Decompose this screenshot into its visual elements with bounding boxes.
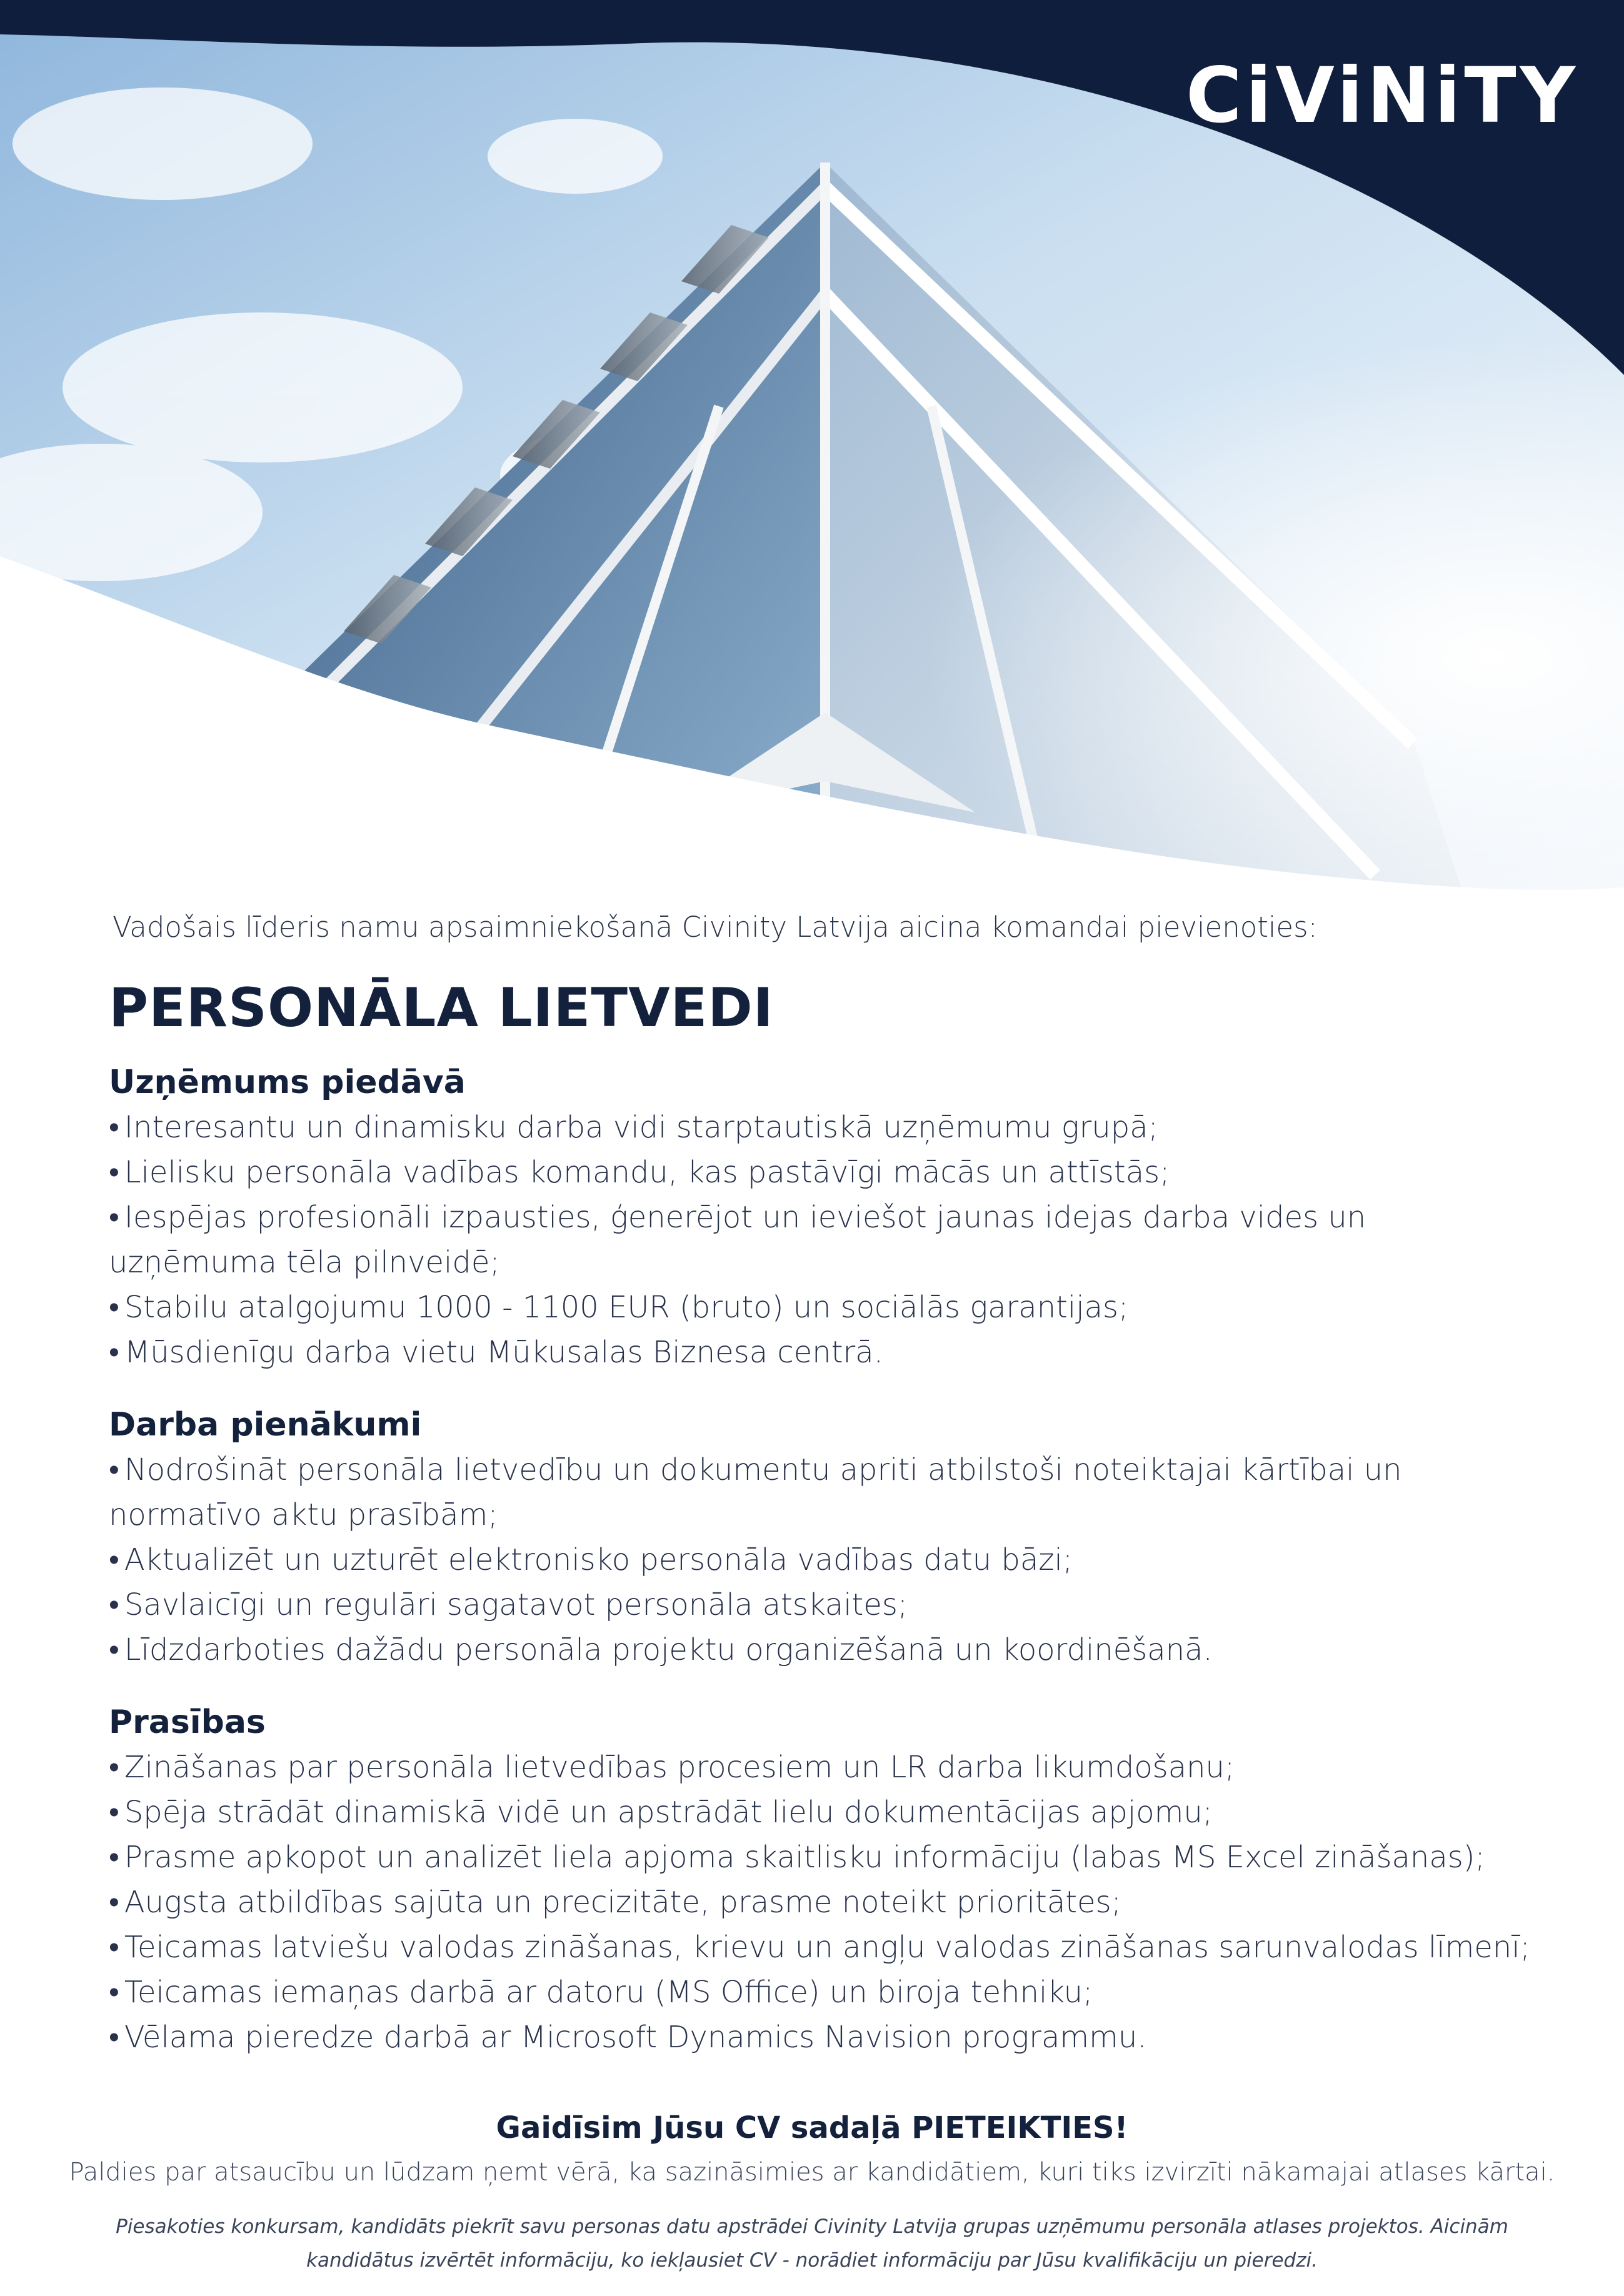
apply-call-to-action: Gaidīsim Jūsu CV sadaļā PIETEIKTIES! [496,2110,1128,2145]
section-offer [109,1060,1534,1375]
list-item: • Līdzdarboties dažādu personāla projektu organizēšanā un koordinēšanā. [109,1632,1213,1667]
list-item: • Interesantu un dinamisku darba vidi starptautiskā uzņēmumu grupā; [109,1110,1158,1145]
list-item: • Nodrošināt personāla lietvedību un dokumentu apriti atbilstoši noteiktajai kārtībai un normatīvo aktu prasībām; [109,1452,1402,1532]
duties-list [109,1447,1534,1672]
list-item: • Stabilu atalgojumu 1000 - 1100 EUR (bruto) un sociālās garantijas; [109,1290,1129,1325]
list-item: • Augsta atbildības sajūta un precizitāte, prasme noteikt prioritātes; [109,1885,1121,1920]
privacy-disclaimer: Piesakoties konkursam, kandidāts piekrīt savu personas datu apstrādei Civinity Latvija grupas uzņēmumu personāla atlases projektos. Aicinām kandidātus izvērtēt informāciju, ko iekļausiet CV - norādiet informāciju par Jūsu kvalifikāciju un pieredzi. [116,2215,1508,2272]
list-item: • Vēlama pieredze darbā ar Microsoft Dynamics Navision programmu. [109,2020,1147,2055]
section-title-requirements: Prasības [109,1704,266,1741]
list-item: • Teicamas iemaņas darbā ar datoru (MS Office) un biroja tehniku; [109,1975,1093,2010]
intro-text: Vadošais līderis namu apsaimniekošanā Civinity Latvija aicina komandai pievienoties: [113,911,1318,944]
offer-list [109,1105,1534,1375]
list-item: • Savlaicīgi un regulāri sagatavot personāla atskaites; [109,1587,908,1622]
list-item: • Spēja strādāt dinamiskā vidē un apstrādāt lielu dokumentācijas apjomu; [109,1795,1213,1830]
requirements-list [109,1745,1534,2060]
section-title-offer: Uzņēmums piedāvā [109,1064,466,1101]
civinity-logo: CiViNiTY [1186,51,1579,140]
job-ad-content [109,906,1534,2087]
section-duties [109,1402,1534,1672]
section-requirements [109,1700,1534,2060]
list-item: • Aktualizēt un uzturēt elektronisko personāla vadības datu bāzi; [109,1542,1073,1577]
list-item: • Mūsdienīgu darba vietu Mūkusalas Biznesa centrā. [109,1335,883,1370]
section-title-duties: Darba pienākumi [109,1406,422,1444]
thanks-note: Paldies par atsaucību un lūdzam ņemt vērā, ka sazināsimies ar kandidātiem, kuri tiks izvirzīti nākamajai atlases kārtai. [69,2158,1555,2187]
list-item: • Lielisku personāla vadības komandu, kas pastāvīgi mācās un attīstās; [109,1155,1170,1190]
job-title: PERSONĀLA LIETVEDI [109,977,774,1039]
list-item: • Iespējas profesionāli izpausties, ģenerējot un ieviešot jaunas idejas darba vides un uzņēmuma tēla pilnveidē; [109,1200,1366,1280]
list-item: • Zināšanas par personāla lietvedības procesiem un LR darba likumdošanu; [109,1750,1235,1785]
list-item: • Teicamas latviešu valodas zināšanas, krievu un angļu valodas zināšanas sarunvalodas līmenī; [109,1930,1530,1965]
list-item: • Prasme apkopot un analizēt liela apjoma skaitlisku informāciju (labas MS Excel zināšanas); [109,1840,1485,1875]
